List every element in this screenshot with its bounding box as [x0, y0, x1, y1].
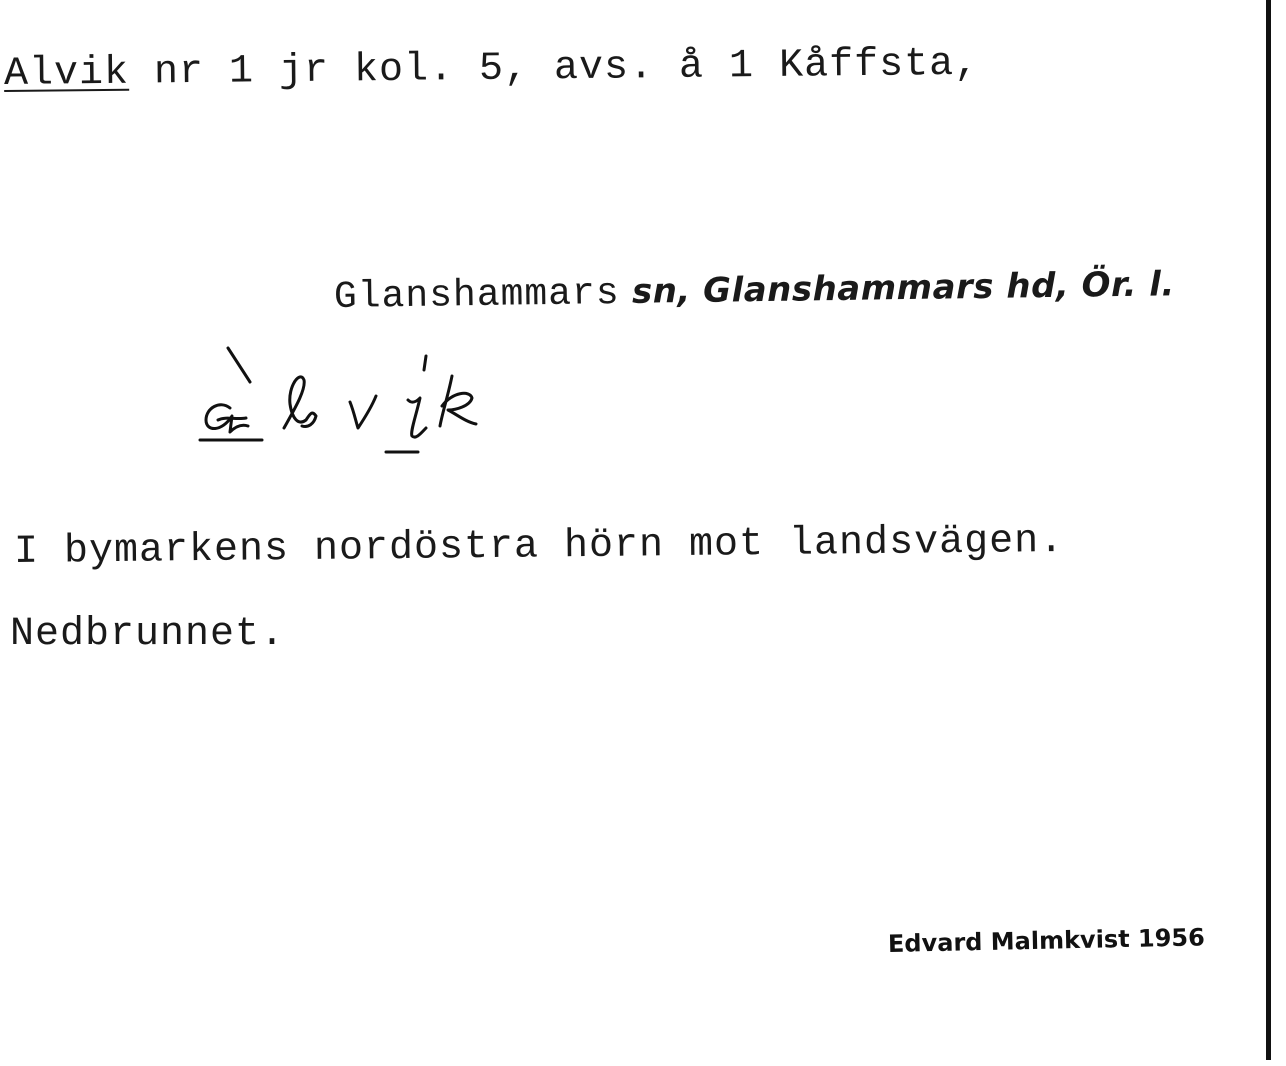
parish-line: [334, 264, 1175, 319]
collector-signature: Edvard Malmkvist 1956: [887, 923, 1206, 958]
parish-typed: Glanshammars: [333, 272, 620, 319]
place-name: Alvik: [3, 50, 130, 97]
card-heading: [4, 42, 980, 97]
location-description: I bymarkens nordöstra hörn mot landsvägen.: [13, 519, 1065, 575]
status-note: Nedbrunnet.: [10, 612, 286, 657]
heading-details: nr 1 jr kol. 5, avs. å 1 Kåffsta,: [128, 41, 980, 96]
parish-stamp: sn, Glanshammars hd, Ör. l.: [619, 264, 1176, 313]
card-edge-border: [1266, 0, 1271, 1060]
handwritten-dialect-form: [190, 340, 500, 470]
